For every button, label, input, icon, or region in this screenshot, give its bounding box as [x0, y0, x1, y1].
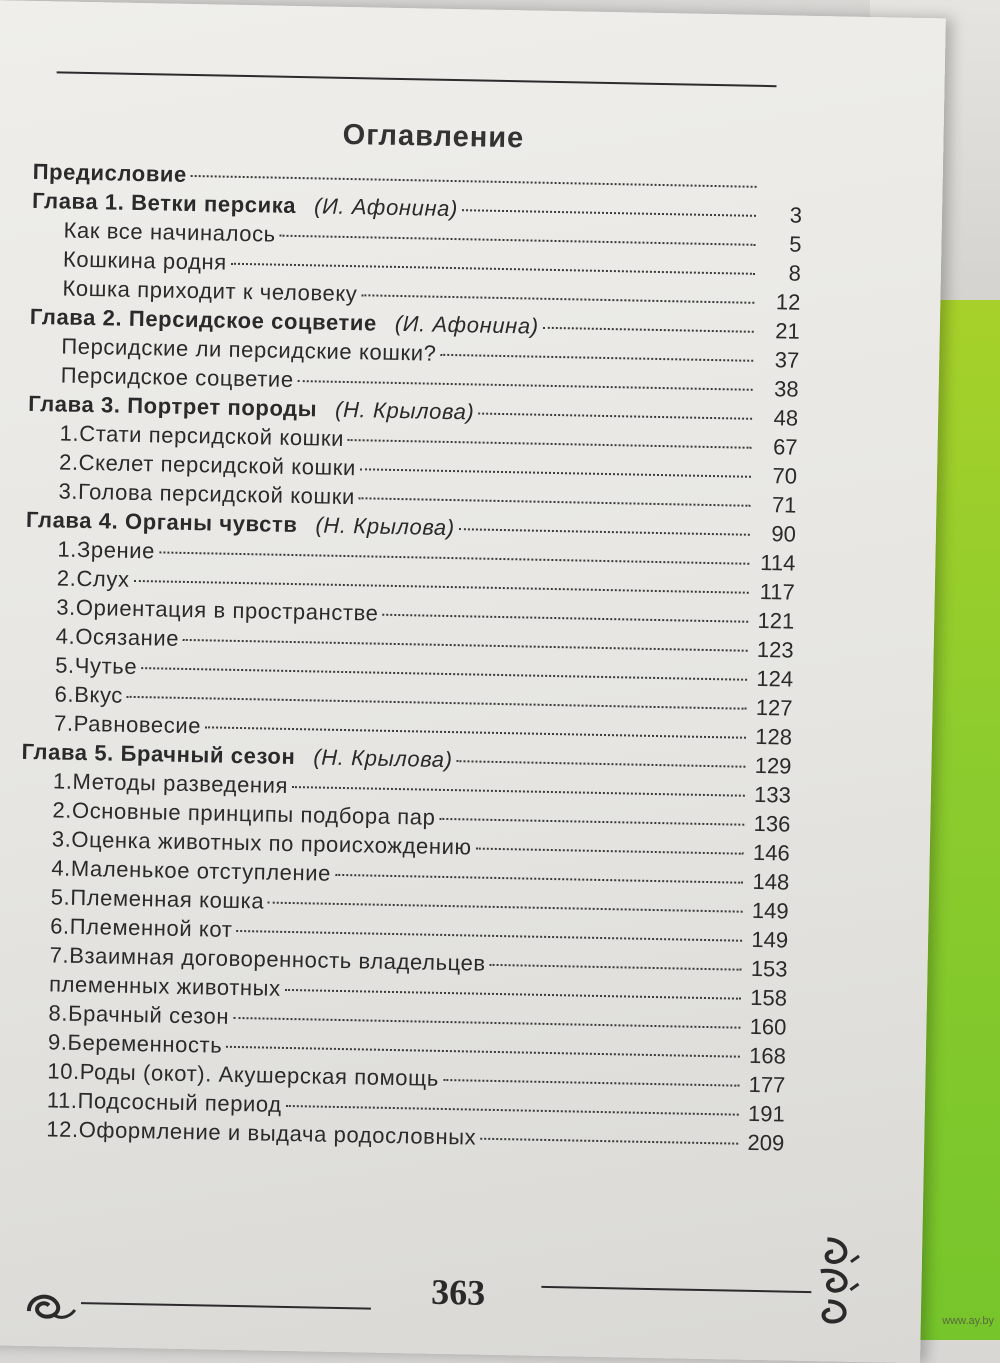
toc-leader-dots: [480, 1138, 738, 1145]
footer-rule-left: [81, 1302, 371, 1310]
toc-entry-label: 11.Подсосный период: [46, 1087, 282, 1117]
toc-leader-dots: [298, 380, 753, 391]
toc-entry-page: 123: [756, 636, 794, 663]
toc-entry-author: (И. Афонина): [394, 310, 539, 339]
toc-leader-dots: [183, 639, 748, 652]
toc-entry-label: 3.Оценка животных по происхождению: [51, 826, 472, 860]
toc-entry-page: 117: [759, 578, 796, 605]
toc-entry-page: 67: [772, 434, 798, 460]
toc-leader-dots: [286, 1105, 739, 1116]
toc-entry-page: 128: [755, 723, 793, 750]
toc-leader-dots: [231, 263, 755, 275]
toc-leader-dots: [457, 760, 746, 768]
toc-entry-page: 160: [749, 1013, 787, 1040]
toc-entry-label: Глава 1. Ветки персика: [31, 187, 297, 218]
toc-entry-label: 4.Осязание: [55, 623, 180, 651]
toc-leader-dots: [359, 497, 751, 507]
toc-leader-dots: [490, 964, 742, 971]
page-number: 363: [430, 1271, 486, 1313]
toc-leader-dots: [478, 413, 752, 420]
toc-entry-author: (Н. Крылова): [313, 744, 453, 773]
toc-entry-label: 12.Оформление и выдача родословных: [46, 1116, 477, 1150]
toc-entry-label: Глава 3. Портрет породы: [28, 390, 318, 422]
toc-entry-author: (И. Афонина): [313, 193, 459, 222]
toc-leader-dots: [280, 235, 756, 246]
toc-entry-label: 7.Равновесие: [53, 710, 202, 739]
toc-leader-dots: [268, 902, 742, 913]
toc-entry-label: 1.Стати персидской кошки: [59, 420, 345, 451]
top-rule: [57, 71, 777, 87]
toc-entry-label: племенных животных: [48, 971, 281, 1001]
toc-leader-dots: [134, 580, 749, 594]
toc-entry-page: 90: [771, 521, 797, 547]
toc-entry-page: 21: [775, 318, 801, 344]
toc-leader-dots: [476, 848, 744, 855]
toc-leader-dots: [159, 551, 749, 564]
toc-entry-page: 5: [788, 231, 802, 257]
toc-leader-dots: [382, 614, 748, 623]
toc-entry-page: 136: [753, 810, 791, 837]
toc-entry-label: 8.Брачный сезон: [48, 1000, 230, 1029]
toc-entry-page: 177: [748, 1071, 786, 1098]
toc-entry-page: 114: [760, 549, 796, 576]
toc-leader-dots: [226, 1046, 740, 1058]
toc-entry-label: 1.Методы разведения: [52, 768, 289, 798]
toc-leader-dots: [127, 696, 747, 710]
toc-entry-label: 7.Взаимная договоренность владельцев: [49, 942, 486, 976]
toc-leader-dots: [191, 175, 757, 188]
toc-entry-label: 5.Племенная кошка: [50, 884, 265, 914]
toc-leader-dots: [439, 818, 744, 826]
toc-entry-label: Глава 5. Брачный сезон: [21, 738, 296, 770]
toc-entry-page: 158: [750, 984, 788, 1011]
toc-leader-dots: [443, 1079, 739, 1087]
toc-entry-label: 9.Беременность: [47, 1029, 223, 1058]
toc-entry-label: Персидские ли персидские кошки?: [61, 333, 437, 366]
toc-leader-dots: [543, 327, 754, 333]
toc-leader-dots: [233, 1017, 740, 1029]
toc-entry-page: 8: [788, 260, 802, 286]
toc-entry-label: Персидское соцветие: [60, 362, 294, 392]
watermark: www.ay.by: [942, 1315, 994, 1327]
toc-entry-label: 6.Племенной кот: [49, 913, 233, 942]
toc-entry-page: 121: [757, 607, 795, 634]
toc-entry-page: 37: [774, 347, 800, 373]
toc-entry-page: 149: [751, 897, 789, 924]
toc-entry-page: 127: [755, 694, 793, 721]
toc-entry-label: 5.Чутье: [55, 652, 138, 680]
toc-entry-page: 209: [747, 1129, 785, 1156]
toc-leader-dots: [141, 667, 747, 681]
toc-leader-dots: [292, 786, 745, 797]
toc-entry-label: Кошкина родня: [62, 246, 228, 275]
toc-entry-page: 133: [753, 781, 792, 808]
toc-entry-label: 2.Скелет персидской кошки: [58, 449, 357, 481]
toc-entry-label: 6.Вкус: [54, 681, 124, 708]
toc-entry-author: (Н. Крылова): [315, 512, 455, 541]
toc-entry-page: 12: [775, 289, 801, 315]
toc-leader-dots: [348, 439, 752, 449]
toc-leader-dots: [440, 354, 753, 362]
toc-entry-page: 168: [748, 1042, 787, 1069]
toc-entry-label: Глава 4. Органы чувств: [25, 506, 298, 538]
toc-entry-page: 153: [750, 955, 788, 982]
toc-entry-label: 2.Основные принципы подбора пар: [52, 797, 436, 830]
toc-entry-page: 124: [756, 665, 794, 692]
page-title: Оглавление: [342, 118, 525, 155]
toc-leader-dots: [361, 294, 754, 304]
toc-leader-dots: [285, 989, 741, 1000]
toc-entry-label: Предисловие: [32, 158, 188, 187]
footer-rule-right: [541, 1286, 811, 1293]
ornament-right-icon: [806, 1231, 863, 1327]
toc-entry-label: 2.Слух: [56, 565, 130, 592]
ornament-left-icon: [19, 1281, 80, 1327]
toc-entry-page: 38: [773, 376, 799, 402]
toc-entry-page: 70: [772, 463, 798, 489]
toc-entry-page: 149: [751, 926, 789, 953]
toc-entry-page: 148: [752, 868, 790, 895]
toc-entry-page: [760, 193, 802, 194]
toc-entry-label: 3.Голова персидской кошки: [58, 478, 356, 510]
toc-leader-dots: [462, 209, 756, 217]
toc-entry-page: 71: [771, 492, 797, 518]
toc-leader-dots: [335, 874, 743, 884]
toc-entry-page: 146: [752, 839, 791, 866]
toc-leader-dots: [236, 930, 742, 942]
toc-entry-page: 3: [789, 202, 803, 228]
toc-entry-page: 48: [773, 405, 799, 431]
toc-leader-dots: [459, 528, 750, 536]
toc-entry-author: (Н. Крылова): [334, 396, 475, 425]
toc-entry-page: 129: [754, 752, 792, 779]
toc-entry-label: Как все начиналось: [63, 217, 277, 247]
toc-entry-label: 4.Маленькое отступление: [51, 855, 332, 886]
toc-entry-label: 10.Роды (окот). Акушерская помощь: [47, 1058, 440, 1091]
toc-entry-label: 1.Зрение: [57, 536, 156, 564]
toc-leader-dots: [360, 468, 751, 478]
toc-entry-page: 191: [747, 1100, 786, 1127]
toc-entry-label: Кошка приходит к человеку: [62, 275, 358, 307]
toc-entry-label: 3.Ориентация в пространстве: [56, 594, 379, 626]
table-of-contents: [14, 159, 803, 1160]
toc-entry-label: Глава 2. Персидское соцветие: [29, 303, 378, 336]
toc-leader-dots: [205, 726, 746, 738]
